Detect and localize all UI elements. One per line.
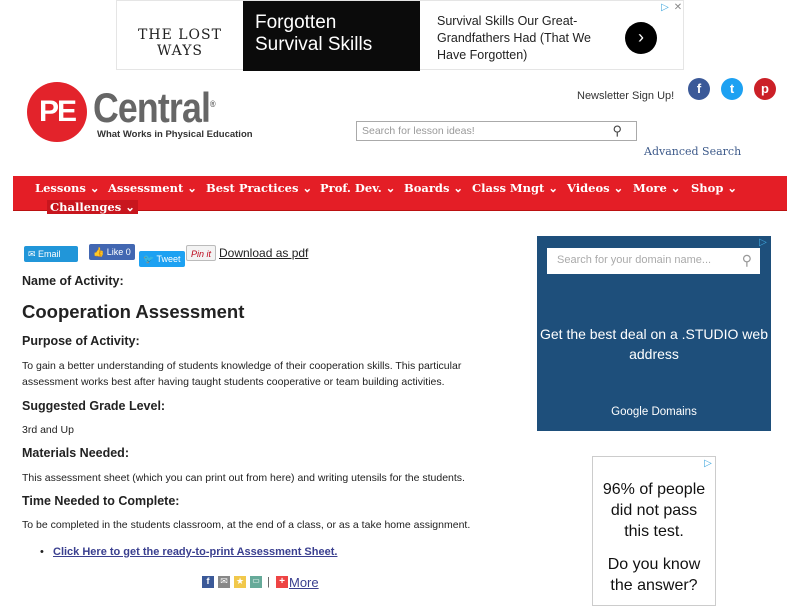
nav-best-practices[interactable]: Best Practices ⌄ xyxy=(206,181,313,195)
nav-prof-dev[interactable]: Prof. Dev. ⌄ xyxy=(320,181,396,195)
facebook-share-icon[interactable]: f xyxy=(202,576,214,588)
adchoices-icon[interactable]: ▷ xyxy=(661,2,669,13)
logo-reg: ® xyxy=(210,99,215,109)
bullet: • xyxy=(40,546,44,558)
pinterest-icon[interactable]: p xyxy=(754,78,776,100)
adchoices-icon[interactable]: ▷ xyxy=(704,458,712,469)
nav-challenges[interactable]: Challenges ⌄ xyxy=(47,200,138,214)
close-icon[interactable]: ✕ xyxy=(673,2,683,13)
logo-tagline: What Works in Physical Education xyxy=(97,129,253,140)
nav-videos[interactable]: Videos ⌄ xyxy=(567,181,624,195)
favorite-icon[interactable]: ★ xyxy=(235,576,245,586)
email-share-icon[interactable]: ✉ xyxy=(218,576,230,588)
purpose-text: To gain a better understanding of students knowledge of their cooperation skills. This particular assessment works best after having taught students cooperative or team building activities. xyxy=(22,360,462,388)
nav-class-mngt[interactable]: Class Mngt ⌄ xyxy=(472,181,559,195)
materials-label: Materials Needed: xyxy=(22,446,129,460)
materials-text: This assessment sheet (which you can print out from here) and writing utensils for the students. xyxy=(22,472,465,484)
ad-brand: THE LOST WAYS xyxy=(138,27,222,59)
adchoices-icon[interactable]: ▷ xyxy=(759,237,767,248)
tweet-button[interactable]: 🐦 Tweet xyxy=(139,251,185,267)
quiz-ad-text2: Do you know the answer? xyxy=(607,556,701,594)
nav-lessons[interactable]: Lessons ⌄ xyxy=(35,181,100,195)
grade-text: 3rd and Up xyxy=(22,424,74,436)
separator: | xyxy=(267,576,270,588)
twitter-icon[interactable]: t xyxy=(721,78,743,100)
search-placeholder: Search for lesson ideas! xyxy=(362,125,475,137)
page-title: Cooperation Assessment xyxy=(22,301,245,322)
ad-go-button[interactable]: › xyxy=(625,22,657,54)
logo-text: Central xyxy=(93,84,211,131)
facebook-like-button[interactable]: 👍 Like 0 xyxy=(89,244,135,260)
domain-search-input[interactable]: Search for your domain name... ⚲ xyxy=(547,248,760,274)
name-label: Name of Activity: xyxy=(22,274,124,288)
more-share-link[interactable]: More xyxy=(289,575,319,590)
logo-word[interactable] xyxy=(93,84,215,132)
top-ad-banner[interactable] xyxy=(116,0,684,70)
nav-more[interactable]: More ⌄ xyxy=(633,181,681,195)
search-icon: ⚲ xyxy=(741,252,752,268)
domain-ad-text: Get the best deal on a .STUDIO web address xyxy=(539,326,768,362)
plus-icon[interactable]: + xyxy=(276,576,288,588)
search-icon[interactable]: ⚲ xyxy=(612,123,622,138)
facebook-icon[interactable]: f xyxy=(688,78,710,100)
newsletter-link[interactable]: Newsletter Sign Up! xyxy=(577,90,675,102)
lesson-search-input[interactable] xyxy=(356,121,637,141)
nav-assessment[interactable]: Assessment ⌄ xyxy=(108,181,197,195)
logo-mark[interactable]: PE xyxy=(27,82,87,142)
quiz-ad-text1: 96% of people did not pass this test. xyxy=(602,481,706,540)
time-label: Time Needed to Complete: xyxy=(22,494,180,508)
email-share-button[interactable]: ✉ Email xyxy=(24,246,78,262)
quiz-ad[interactable] xyxy=(592,456,716,606)
nav-boards[interactable]: Boards ⌄ xyxy=(404,181,464,195)
ad-headline[interactable]: Forgotten Survival Skills xyxy=(243,1,420,71)
comment-icon[interactable]: ▭ xyxy=(250,576,262,588)
grade-label: Suggested Grade Level: xyxy=(22,399,166,413)
download-pdf-link[interactable]: Download as pdf xyxy=(219,246,309,260)
main-nav xyxy=(13,176,787,214)
ad-description: Survival Skills Our Great-Grandfathers Had (That We Have Forgotten) xyxy=(437,14,592,62)
time-text: To be completed in the students classroom, at the end of a class, or as a take home assignment. xyxy=(22,519,471,531)
advanced-search-link[interactable]: Advanced Search xyxy=(644,145,742,158)
pin-it-button[interactable]: Pin it xyxy=(186,245,216,261)
nav-shop[interactable]: Shop ⌄ xyxy=(691,181,738,195)
purpose-label: Purpose of Activity: xyxy=(22,334,140,348)
assessment-sheet-link[interactable]: Click Here to get the ready-to-print Assessment Sheet. xyxy=(53,546,338,558)
domain-ad[interactable] xyxy=(537,236,771,431)
google-domains-logo: Google Domains xyxy=(611,406,697,418)
